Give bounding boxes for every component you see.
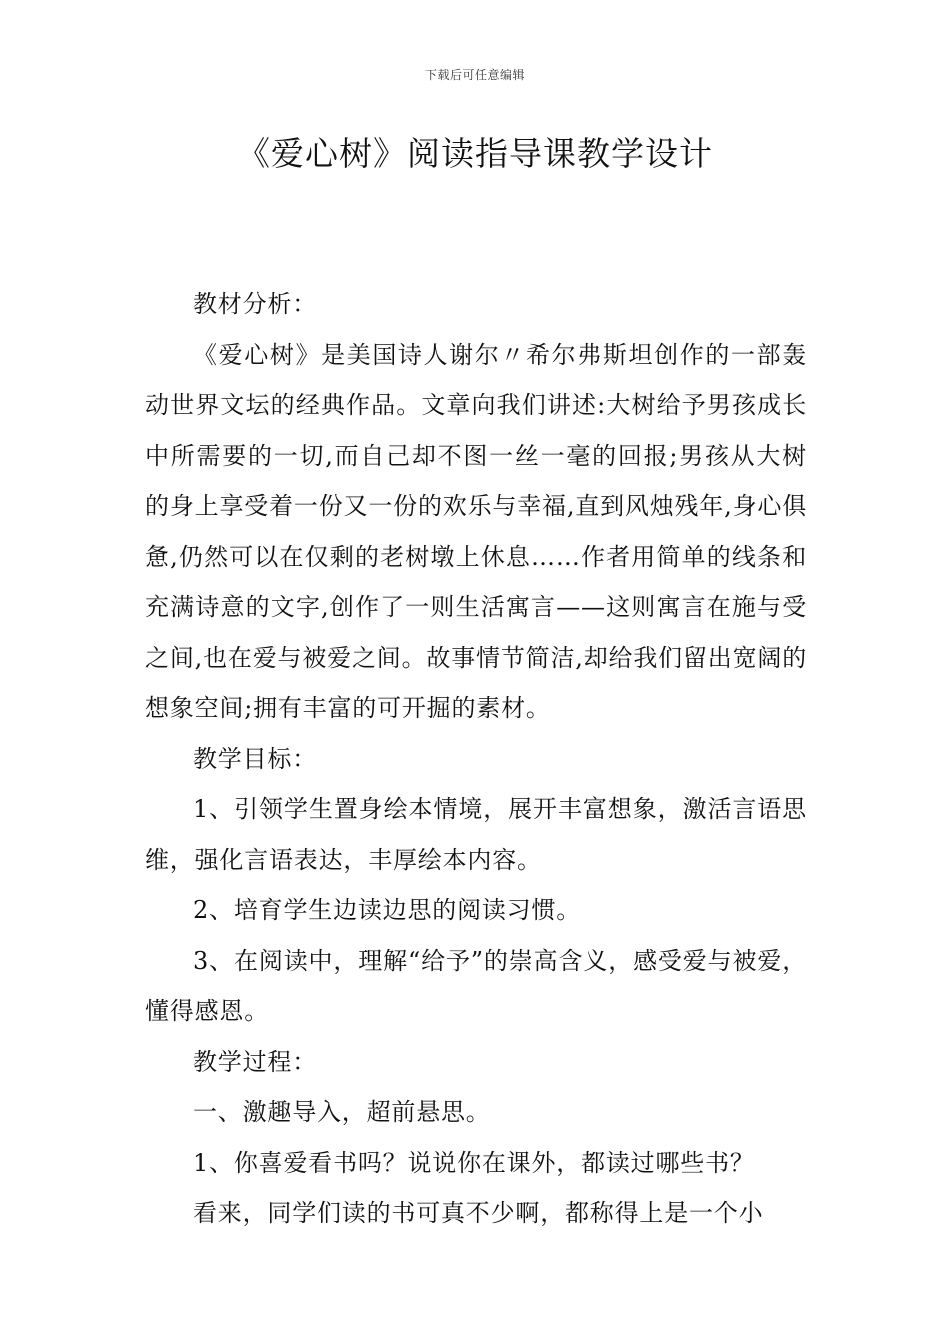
header-note: 下载后可任意编辑	[424, 68, 525, 82]
section-heading-teaching-process: 教学过程：	[193, 1047, 317, 1076]
document-body	[145, 279, 807, 1239]
section-heading-teaching-goals: 教学目标：	[193, 744, 317, 773]
paragraph-material-analysis: 《爱心树》是美国诗人谢尔〃希尔弗斯坦创作的一部轰动世界文坛的经典作品。文章向我们讲述:大树给予男孩成长中所需要的一切,而自己却不图一丝一毫的回报;男孩从大树的身上享受着一份又一份的欢乐与幸福,直到风烛残年,身心俱惫,仍然可以在仅剩的老树墩上休息……作者用简单的线条和充满诗意的文字,创作了一则生活寓言——这则寓言在施与受之间,也在爱与被爱之间。故事情节简洁,却给我们留出宽阔的想象空间;拥有丰富的可开掘的素材。	[145, 340, 807, 722]
process-question-1: 1、你喜爱看书吗？说说你在课外，都读过哪些书？	[193, 1148, 755, 1177]
section-heading-material-analysis: 教材分析：	[193, 290, 317, 318]
process-paragraph-continued: 看来，同学们读的书可真不少啊，都称得上是一个小	[193, 1199, 764, 1227]
goal-item-2: 2、培育学生边读边思的阅读习惯。	[193, 896, 582, 924]
goal-item-1: 1、引领学生置身绘本情境，展开丰富想象，激活言语思维，强化言语表达，丰厚绘本内容。	[145, 795, 807, 874]
process-step-1: 一、激趣导入，超前悬思。	[193, 1098, 491, 1126]
document-title: 《爱心树》阅读指导课教学设计	[237, 134, 713, 173]
goal-item-3: 3、在阅读中，理解“给予”的崇高含义，感受爱与被爱，懂得感恩。	[145, 946, 807, 1025]
